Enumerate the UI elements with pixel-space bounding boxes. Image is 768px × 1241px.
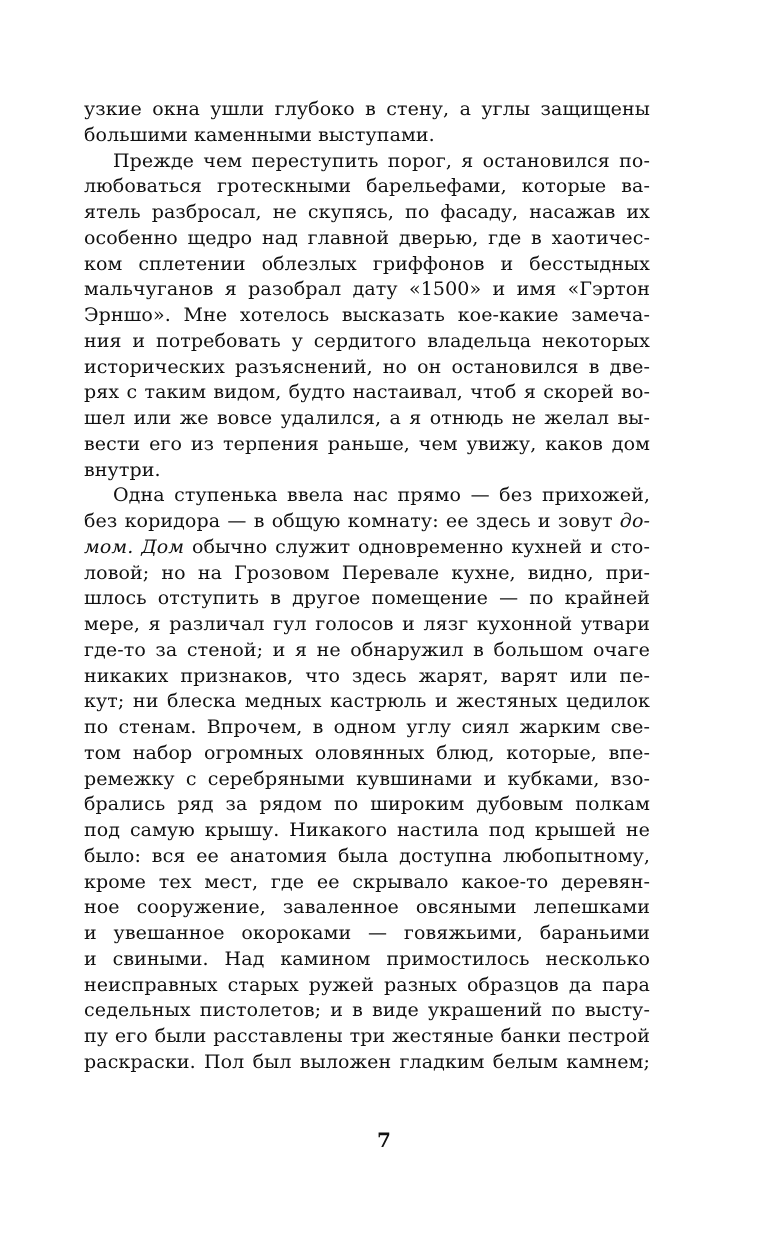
text-line: большими каменными выступами. [84,123,435,146]
text-line: под самую крышу. Никакого настила под крышей не [84,819,650,841]
text-line: где-то за стеной; и я не обнаружил в большом очаге [84,638,650,661]
text-line: никаких признаков, что здесь жарят, варят или пе- [84,664,650,687]
text-line: рях с таким видом, будто настаивал, чтоб я скорей во- [84,381,650,404]
text-line: внутри. [84,458,161,481]
body-text [84,97,650,1076]
text-line: ное сооружение, заваленное овсяными лепешками [84,896,650,919]
text-run: без коридора — в общую комнату: ее здесь и зовут [84,510,613,532]
text-line: Эрншо». Мне хотелось высказать кое-какие замеча- [84,304,650,326]
text-line: седельных пистолетов; и в виде украшений по высту- [84,999,650,1022]
text-line-mixed [84,535,650,561]
text-line: ловой; но на Грозовом Перевале кухне, видно, при- [84,561,650,584]
text-line: по стенам. Впрочем, в одном углу сиял жарким све- [84,716,650,738]
text-line: Прежде чем переступить порог, я остановился по- [113,149,650,172]
text-line: любоваться гротескными барельефами, которые ва- [84,175,650,198]
text-line: ремежку с серебряными кувшинами и кубками, взо- [84,767,650,790]
text-line: было: вся ее анатомия была доступна любопытному, [84,844,650,867]
text-line: пу его были расставлены три жестяные банки пестрой [84,1025,650,1047]
text-line: узкие окна ушли глубоко в стену, а углы защищены [84,98,650,120]
text-line: шел или же вовсе удалился, а я отнюдь не желал вы- [84,407,650,429]
text-line: исторических разъяснений, но он остановился в две- [84,355,650,378]
text-line: брались ряд за рядом по широким дубовым полкам [84,793,650,816]
text-line: кроме тех мест, где ее скрывало какое-то деревян- [84,870,650,893]
italic-run: мом. [84,535,134,558]
text-line: раскраски. Пол был выложен гладким белым камнем; [84,1050,650,1073]
text-line: Одна ступенька ввела нас прямо — без прихожей, [113,484,650,507]
text-run: обычно служит одновременно кухней и сто- [192,535,650,558]
italic-run: до- [619,510,650,532]
text-line: ния и потребовать у сердитого владельца некоторых [84,329,650,352]
page-number: 7 [377,1128,391,1152]
text-line: том набор огромных оловянных блюд, которые, впе- [84,741,650,764]
text-line: вести его из терпения раньше, чем увижу, каков дом [84,432,650,455]
text-line: мальчуганов я разобрал дату «1500» и имя «Гэртон [84,278,650,301]
text-line-mixed [84,509,650,535]
text-line: и свиными. Над камином примостилось несколько [84,947,650,970]
text-line: шлось отступить в другое помещение — по крайней [84,587,650,610]
text-line: неисправных старых ружей разных образцов да пара [84,973,650,996]
text-line: и увешанное окороками — говяжьими, бараньими [84,922,650,944]
text-line: особенно щедро над главной дверью, где в хаотичес- [84,226,650,249]
italic-run: Дом [141,535,185,558]
text-line: ятель разбросал, не скупясь, по фасаду, насажав их [84,201,650,223]
text-line: мере, я различал гул голосов и лязг кухонной утвари [84,613,650,635]
text-line: кут; ни блеска медных кастрюль и жестяных цедилок [84,690,650,713]
text-line: ком сплетении облезлых гриффонов и бесстыдных [84,252,650,275]
